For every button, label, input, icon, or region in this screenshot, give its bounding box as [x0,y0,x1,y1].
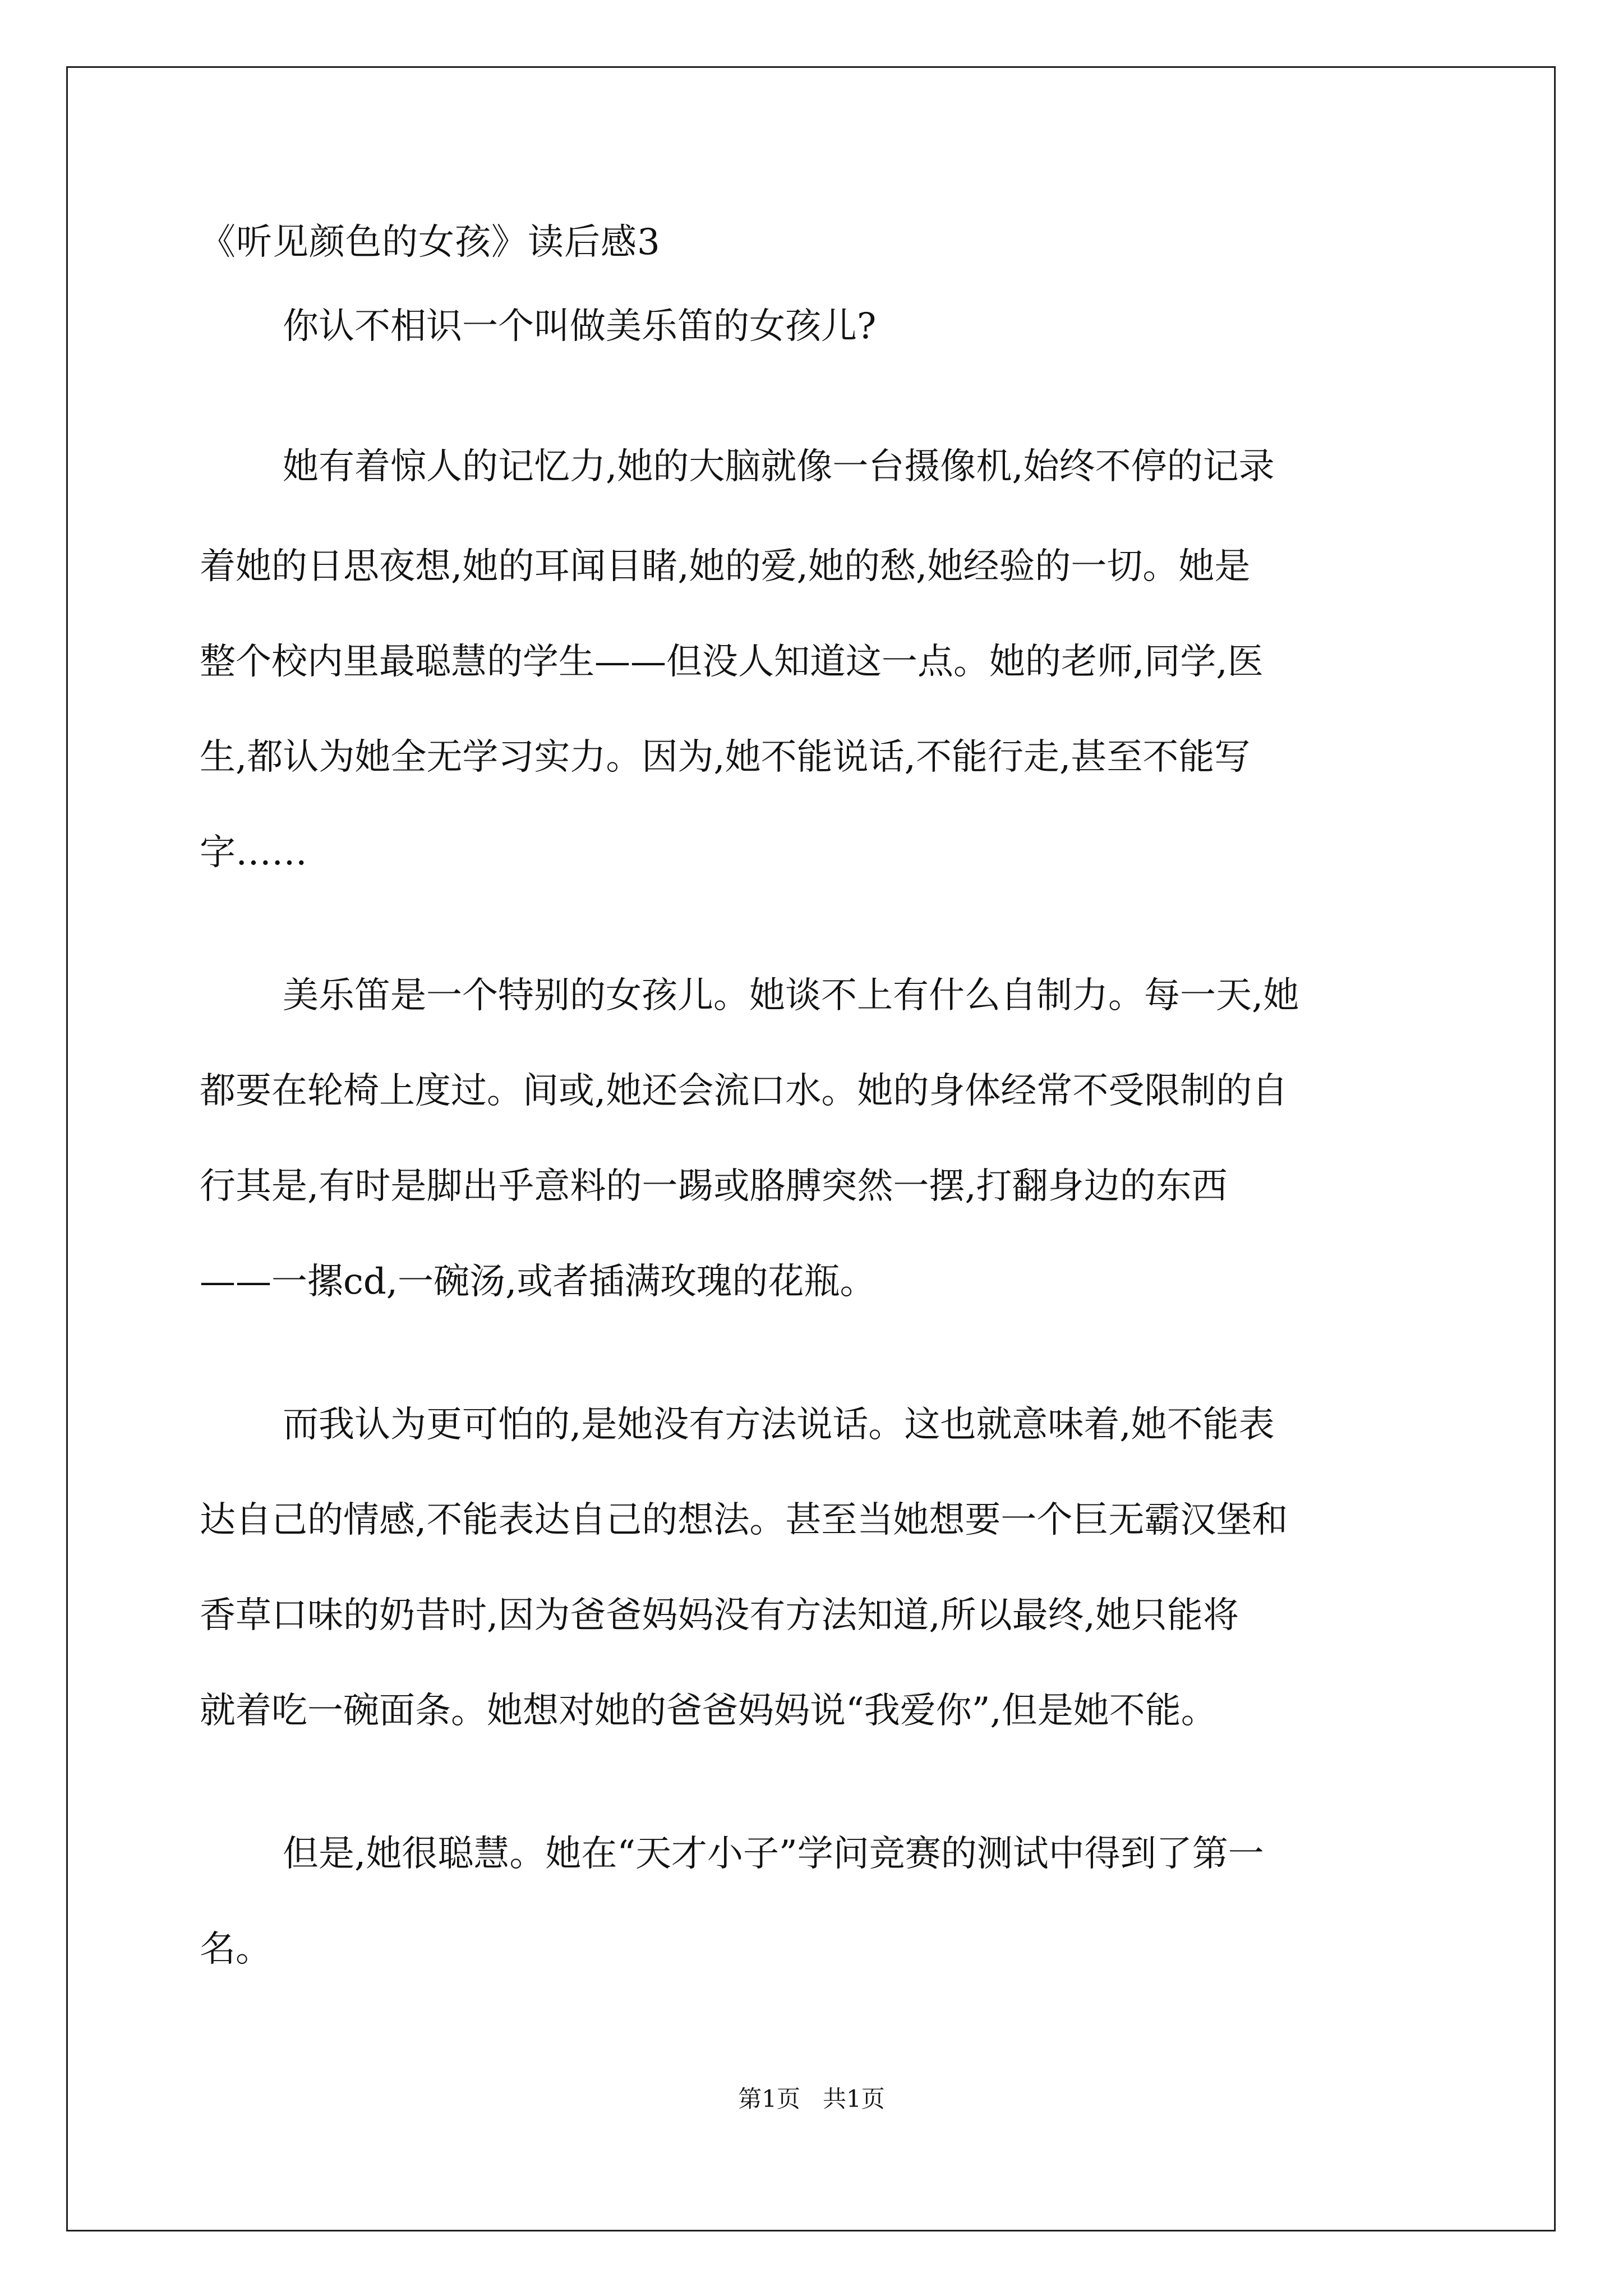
paragraph-4-line-1: 而我认为更可怕的,是她没有方法说话。这也就意味着,她不能表 [283,1404,1275,1446]
page-frame [66,66,1556,2231]
paragraph-2-line-3: 整个校内里最聪慧的学生——但没人知道这一点。她的老师,同学,医 [200,641,1264,683]
paragraph-2-line-4: 生,都认为她全无学习实力。因为,她不能说话,不能行走,甚至不能写 [200,737,1251,778]
paragraph-2-line-5: 字…… [200,832,307,873]
paragraph-2-line-1: 她有着惊人的记忆力,她的大脑就像一台摄像机,始终不停的记录 [283,446,1275,487]
paragraph-5-line-1: 但是,她很聪慧。她在“天才小子”学问竞赛的测试中得到了第一 [283,1833,1264,1875]
paragraph-4-line-3: 香草口味的奶昔时,因为爸爸妈妈没有方法知道,所以最终,她只能将 [200,1595,1239,1636]
paragraph-3-line-1: 美乐笛是一个特别的女孩儿。她谈不上有什么自制力。每一天,她 [283,975,1299,1016]
document-title: 《听见颜色的女孩》读后感3 [200,222,661,263]
paragraph-2-line-2: 着她的日思夜想,她的耳闻目睹,她的爱,她的愁,她经验的一切。她是 [200,546,1251,587]
paragraph-4-line-4: 就着吃一碗面条。她想对她的爸爸妈妈说“我爱你”,但是她不能。 [200,1690,1217,1732]
paragraph-4-line-2: 达自己的情感,不能表达自己的想法。甚至当她想要一个巨无霸汉堡和 [200,1499,1288,1541]
paragraph-3-line-3: 行其是,有时是脚出乎意料的一踢或胳膊突然一摆,打翻身边的东西 [200,1166,1228,1207]
paragraph-1-line-1: 你认不相识一个叫做美乐笛的女孩儿? [283,306,877,347]
paragraph-5-line-2: 名。 [200,1929,271,1970]
paragraph-3-line-2: 都要在轮椅上度过。间或,她还会流口水。她的身体经常不受限制的自 [200,1070,1288,1112]
page-number-footer: 第1页 共1页 [738,2085,885,2113]
paragraph-3-line-4: ——一摞cd,一碗汤,或者插满玫瑰的花瓶。 [200,1261,876,1303]
